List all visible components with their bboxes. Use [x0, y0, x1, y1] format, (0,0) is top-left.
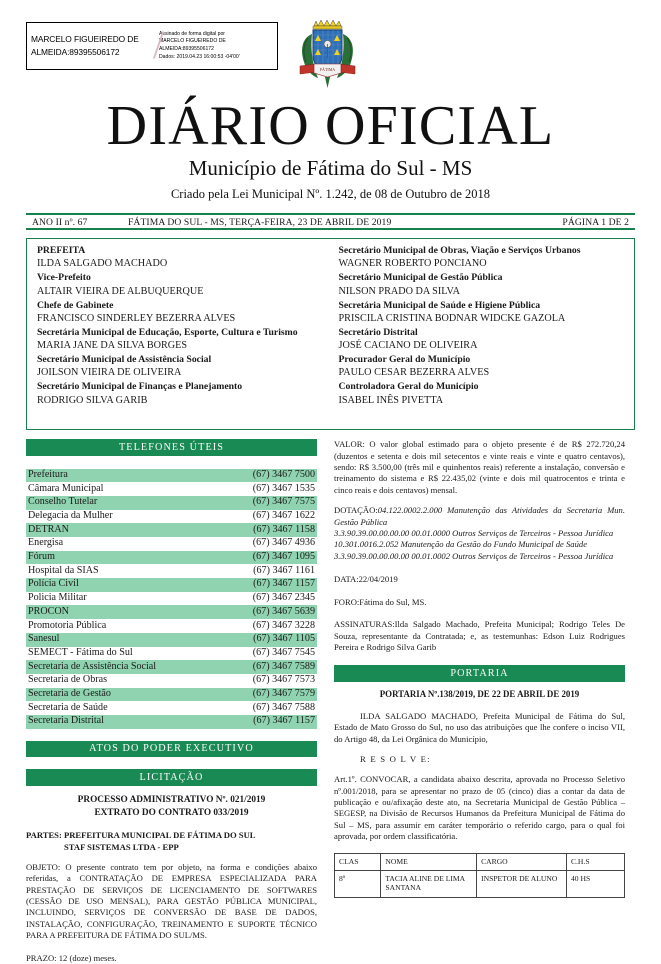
dotacao-line-3: 10.301.0016.2.052 Manutenção da Gestão do Fundo Municipal de Saúde — [334, 539, 588, 550]
dotacao-block — [334, 505, 625, 528]
official-name: JOILSON VIEIRA DE OLIVEIRA — [37, 367, 182, 379]
section-band-licitacao: LICITAÇÃO — [26, 769, 317, 786]
official-role: Secretária Municipal de Saúde e Higiene Pública — [338, 299, 541, 311]
signature-name — [27, 33, 155, 59]
cell-cargo: INSPETOR DE ALUNO — [477, 870, 567, 897]
phone-name: DETRAN — [26, 523, 220, 537]
official-name: NILSON PRADO DA SILVA — [338, 285, 460, 297]
page-title: DIÁRIO OFICIAL — [106, 95, 555, 157]
masthead-subtitle: Município de Fátima do Sul - MS — [188, 156, 473, 180]
spacer — [334, 653, 625, 665]
table-row — [26, 647, 317, 661]
spacer — [26, 729, 317, 741]
foro-paragraph: FORO:Fátima do Sul, MS. — [334, 596, 427, 607]
phone-name: Secretaria de Gestão — [26, 688, 220, 702]
edition-city-date: FÁTIMA DO SUL - MS, TERÇA-FEIRA, 23 DE ABRIL DE 2019 — [128, 217, 392, 229]
dotacao-label: DOTAÇÃO: — [334, 505, 378, 516]
official-name: ILDA SALGADO MACHADO — [37, 258, 168, 270]
official-role: Secretário Municipal de Finanças e Planejamento — [37, 381, 243, 393]
phone-name: Polícia Civil — [26, 578, 220, 592]
phone-number: (67) 3467 3228 — [252, 619, 315, 631]
table-row — [26, 469, 317, 483]
official-name: ALTAIR VIEIRA DE ALBUQUERQUE — [37, 285, 204, 297]
table-row — [26, 496, 317, 510]
cell-clas: 8º — [335, 870, 381, 897]
convocacao-table — [334, 853, 625, 898]
official-role: Secretário Municipal de Assistência Social — [37, 354, 212, 366]
table-row — [26, 537, 317, 551]
phone-name: Câmara Municipal — [28, 482, 104, 494]
body-columns — [26, 439, 635, 963]
edition-year-number: ANO II nº. 67 — [32, 217, 88, 229]
table-row — [26, 510, 317, 524]
official-role: Secretário Municipal de Obras, Viação e Serviços Urbanos — [338, 245, 581, 257]
phone-name: Hospital da SIAS — [28, 564, 99, 576]
section-band-telefones: TELEFONES ÚTEIS — [26, 439, 317, 456]
partes-line-1: PARTES: PREFEITURA MUNICIPAL DE FÁTIMA DO SUL — [26, 829, 256, 840]
official-role: Procurador Geral do Município — [338, 354, 471, 366]
official-name: FRANCISCO SINDERLEY BEZERRA ALVES — [37, 312, 236, 324]
official-name: MARIA JANE DA SILVA BORGES — [37, 340, 188, 352]
phone-number: (67) 3467 5639 — [220, 605, 317, 619]
portaria-resolve-label: R E S O L V E: — [360, 754, 431, 765]
official-role: Secretária Municipal de Educação, Esporte, Cultura e Turismo — [37, 326, 298, 338]
phone-number: (67) 3467 7588 — [252, 701, 315, 713]
officials-column-right — [331, 244, 635, 425]
signature-detail-line3: ALMEIDA:89395506172 — [159, 46, 214, 52]
phone-number: (67) 3467 2345 — [252, 592, 315, 604]
dotacao-line-2: 3.3.90.39.00.00.00.00 00.01.0000 Outros Serviços de Terceiros - Pessoa Jurídica — [334, 528, 614, 539]
cell-chs: 40 HS — [566, 870, 624, 897]
digital-signature-box — [26, 22, 278, 70]
phone-number: (67) 3467 1105 — [220, 633, 317, 647]
objeto-paragraph: OBJETO: O presente contrato tem por objeto, na forma e condições abaixo referidas, a CONTRATAÇÃO DE EMPRESA ESPECIALIZADA PARA PRESTAÇÃO DE SERVIÇOS DE LICENCIAMENTO DE SOFTWARES (CESSÃO DE USO MENSAL), PARA GESTÃO PÚBLICA MUNICIPAL, INCLUINDO, SERVIÇOS DE CONVERSÃO DE BASE DE DADOS, INSTALAÇÃO, CONFIGURAÇÃO, TREINAMENTO E SUPORTE TÉCNICO PARA A PREFEITURA DE FÁTIMA DO SUL/MS. — [26, 861, 317, 941]
officials-panel — [26, 238, 635, 430]
masthead — [0, 95, 661, 202]
section-band-portaria: PORTARIA — [334, 665, 625, 682]
official-name: RODRIGO SILVA GARIB — [37, 394, 148, 406]
diario-oficial-page — [0, 18, 661, 963]
svg-text:FÁTIMA: FÁTIMA — [319, 67, 336, 72]
phone-number: (67) 3467 1161 — [253, 564, 315, 576]
table-row — [26, 523, 317, 537]
partes-contratada: STAF SISTEMAS LTDA - EPP — [64, 841, 179, 852]
signature-name-line2: ALMEIDA:89395506172 — [31, 47, 120, 57]
phone-name: Secretaria Distrital — [26, 715, 220, 729]
table-row — [26, 564, 317, 578]
official-name: WAGNER ROBERTO PONCIANO — [338, 258, 487, 270]
phone-number: (67) 3467 7575 — [220, 496, 317, 510]
cell-nome: TACIA ALINE DE LIMA SANTANA — [381, 870, 477, 897]
phone-number: (67) 3467 1158 — [220, 523, 317, 537]
official-role: Secretário Municipal de Gestão Pública — [338, 272, 503, 284]
table-row — [26, 688, 317, 702]
signature-name-line1: MARCELO FIGUEIREDO DE — [31, 33, 139, 44]
phone-name: PROCON — [26, 605, 220, 619]
table-row — [26, 633, 317, 647]
portaria-art1: Art.1º. CONVOCAR, a candidata abaixo descrita, aprovada no Processo Seletivo nº.001/2018, para se apresentar no prazo de 05 (cinco) dias a contar da data de publicação e ou/afixação deste ato, na Secretaria Municipal de Gestão Pública – SEGESP, na Divisão de Recursos Humanos da Prefeitura Municipal de Fátima do Sul – MS, para assumir em caráter temporário o referido cargo, para o qual foi aprovada, por ordem classificatória. — [334, 774, 625, 842]
table-row — [26, 605, 317, 619]
phone-number: (67) 3467 1095 — [220, 551, 317, 565]
extrato-contrato-title: EXTRATO DO CONTRATO 033/2019 — [94, 807, 249, 818]
spacer — [26, 757, 317, 769]
prazo-paragraph: PRAZO: 12 (doze) meses. — [26, 952, 117, 963]
phone-name: Secretaria de Obras — [28, 674, 108, 686]
phone-name: Delegacia da Mulher — [28, 510, 113, 522]
phone-name: Secretaria de Assistência Social — [26, 660, 220, 674]
phone-number: (67) 3467 7579 — [220, 688, 317, 702]
official-name: JOSÉ CACIANO DE OLIVEIRA — [338, 340, 478, 352]
column-header-cargo: CARGO — [477, 853, 567, 870]
signature-detail-line1: Assinado de forma digital por — [159, 30, 225, 37]
signature-detail-line2: MARCELO FIGUEIREDO DE — [159, 38, 226, 45]
column-header-chs: C.H.S — [566, 853, 624, 870]
phone-number: (67) 3467 1622 — [252, 510, 315, 522]
officials-column-left — [27, 244, 331, 425]
phone-number: (67) 3467 7589 — [220, 660, 317, 674]
phone-name: Sanesul — [26, 633, 220, 647]
table-header-row — [335, 853, 625, 870]
dotacao-line-1: 04.122.0002.2.000 Manutenção das Atividades da Secretaria Mun. Gestão Pública — [334, 505, 625, 527]
phone-number: (67) 3467 4936 — [252, 537, 315, 549]
municipal-coat-of-arms-icon — [296, 18, 362, 92]
masthead-created-law: Criado pela Lei Municipal Nº. 1.242, de 08 de Outubro de 2018 — [170, 187, 491, 202]
official-role: PREFEITA — [37, 245, 86, 257]
valor-paragraph: VALOR: O valor global estimado para o objeto presente é de R$ 272.720,24 (duzentos e setenta e dois mil setecentos e vinte reais e vinte e quatro centavos), sendo: R$ 3.500,00 (três mil e quinhentos reais) referente a instalação, conversão e treinamento do sistema e R$ 22.435,02 (vinte e dois mil quatrocentos e trinta e cinco reais e dois centavos) mensal. — [334, 439, 625, 495]
official-role: Secretário Distrital — [338, 326, 418, 338]
phone-name: Prefeitura — [26, 469, 220, 483]
phone-number: (67) 3467 7500 — [220, 469, 317, 483]
phone-name: SEMECT - Fátima do Sul — [28, 646, 133, 658]
column-header-nome: NOME — [381, 853, 477, 870]
section-band-atos-executivo: ATOS DO PODER EXECUTIVO — [26, 741, 317, 758]
document-top-header — [0, 18, 661, 96]
portaria-preamble: ILDA SALGADO MACHADO, Prefeita Municipal de Fátima do Sul, Estado de Mato Grosso do Sul, no uso das atribuições que lhe confere o inciso VII, do Artigo 48, da Lei Orgânica do Município, — [334, 710, 625, 744]
dotacao-line-4: 3.3.90.39.00.00.00.00 00.01.0002 Outros Serviços de Terceiros - Pessoa Jurídica — [334, 550, 614, 561]
official-name: PRISCILA CRISTINA BODNAR WIDCKE GAZOLA — [338, 312, 566, 324]
phone-name: Promotoria Pública — [28, 619, 107, 631]
table-row — [335, 870, 625, 897]
official-name: ISABEL INÊS PIVETTA — [338, 394, 444, 406]
official-role: Chefe de Gabinete — [37, 299, 114, 311]
official-role: Vice-Prefeito — [37, 272, 91, 284]
signature-details — [155, 31, 275, 62]
signature-detail-line4: Dados: 2019.04.23 16:00:53 -04'00' — [159, 53, 240, 60]
column-right — [334, 439, 625, 959]
phone-name: Fórum — [26, 551, 220, 565]
official-role: Controladora Geral do Município — [338, 381, 479, 393]
table-row — [26, 701, 317, 715]
useful-phones-table — [26, 469, 317, 729]
table-row — [26, 592, 317, 606]
phone-name: Conselho Tutelar — [26, 496, 220, 510]
phone-number: (67) 3467 7573 — [252, 674, 315, 686]
table-row — [26, 551, 317, 565]
data-paragraph: DATA:22/04/2019 — [334, 574, 398, 585]
phone-number: (67) 3467 1535 — [252, 482, 315, 494]
phone-name: Policia Militar — [28, 592, 87, 604]
column-left — [26, 439, 317, 963]
portaria-number-title: PORTARIA Nº.138/2019, DE 22 DE ABRIL DE 2019 — [379, 688, 580, 699]
phone-name: Energisa — [28, 537, 64, 549]
assinaturas-paragraph: ASSINATURAS:Ilda Salgado Machado, Prefeita Municipal; Rodrigo Teles De Souza, representante da Contratada; e, as testemunhas: Edson Luiz Rodrigues Pereira e Rodrigo Silva Garib — [334, 619, 625, 652]
table-row — [26, 715, 317, 729]
phone-name: Secretaria de Saúde — [28, 701, 108, 713]
edition-info-bar — [26, 213, 635, 230]
column-header-clas: CLAS — [335, 853, 381, 870]
official-name: PAULO CESAR BEZERRA ALVES — [338, 367, 490, 379]
table-row — [26, 674, 317, 688]
signature-slash-icon: / — [153, 22, 165, 67]
partes-line-2 — [26, 841, 317, 853]
phone-number: (67) 3467 1157 — [220, 578, 317, 592]
processo-administrativo-title: PROCESSO ADMINISTRATIVO Nº. 021/2019 — [77, 794, 266, 805]
phone-number: (67) 3467 1157 — [220, 715, 317, 729]
table-row — [26, 660, 317, 674]
page-number: PÁGINA 1 DE 2 — [562, 217, 629, 229]
table-row — [26, 578, 317, 592]
table-row — [26, 619, 317, 633]
table-row — [26, 482, 317, 496]
phone-number: (67) 3467 7545 — [252, 646, 315, 658]
